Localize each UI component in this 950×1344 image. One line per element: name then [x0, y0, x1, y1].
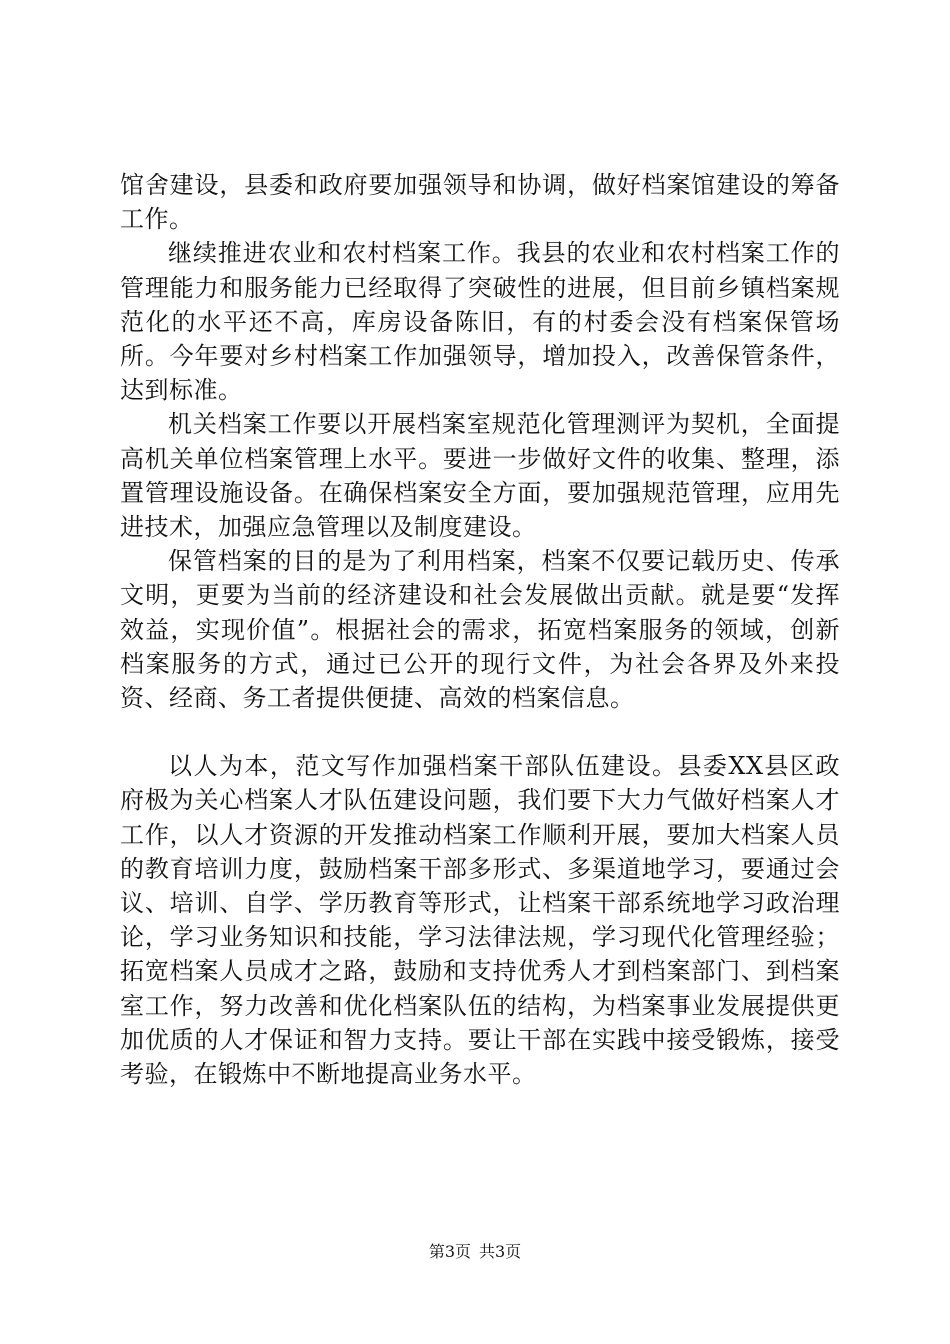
page-footer [0, 1242, 950, 1262]
paragraph-rural-archives: 继续推进农业和农村档案工作。我县的农业和农村档案工作的管理能力和服务能力已经取得了突破性的进展，但目前乡镇档案规范化的水平还不高，库房设备陈旧，有的村委会没有档案保管场所。今年要对乡村档案工作加强领导，增加投入，改善保管条件，达到标准。 [120, 239, 840, 405]
paragraph-continuation: 馆舍建设，县委和政府要加强领导和协调，做好档案馆建设的筹备工作。 [120, 171, 840, 234]
page-number-current: 第3页 [428, 1242, 471, 1261]
paragraph-staff-building: 以人为本，范文写作加强档案干部队伍建设。县委XX县区政府极为关心档案人才队伍建设问题，我们要下大力气做好档案人才工作，以人才资源的开发推动档案工作顺利开展，要加大档案人员的教育培训力度，鼓励档案干部多形式、多渠道地学习，要通过会议、培训、自学、学历教育等形式，让档案干部系统地学习政治理论，学习业务知识和技能，学习法律法规，学习现代化管理经验；拓宽档案人员成才之路，鼓励和支持优秀人才到档案部门、到档案室工作，努力改善和优化档案队伍的结构，为档案事业发展提供更加优质的人才保证和智力支持。要让干部在实践中接受锻炼，接受考验，在锻炼中不断地提高业务水平。 [120, 752, 840, 1089]
paragraph-agency-archives: 机关档案工作要以开展档案室规范化管理测评为契机，全面提高机关单位档案管理上水平。要进一步做好文件的收集、整理，添置管理设施设备。在确保档案安全方面，要加强规范管理，应用先进技术，加强应急管理以及制度建设。 [120, 410, 840, 542]
document-body [120, 168, 840, 1091]
page-number-total: 共3页 [479, 1242, 522, 1261]
paragraph-archive-utilization: 保管档案的目的是为了利用档案，档案不仅要记载历史、传承文明，更要为当前的经济建设和社会发展做出贡献。就是要“发挥效益，实现价值”。根据社会的需求，拓宽档案服务的领域，创新档案服务的方式，通过已公开的现行文件，为社会各界及外来投资、经商、务工者提供便捷、高效的档案信息。 [120, 547, 840, 713]
